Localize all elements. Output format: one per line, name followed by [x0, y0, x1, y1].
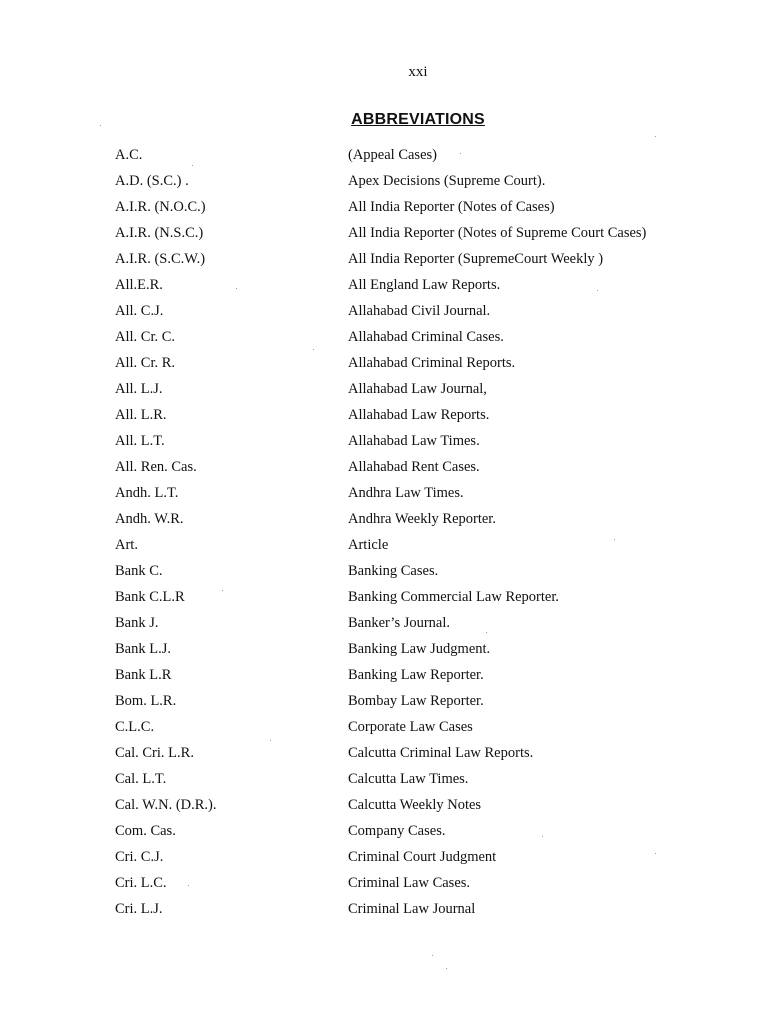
scan-speck: [432, 955, 433, 956]
abbreviation-meaning: All England Law Reports.: [348, 277, 501, 293]
abbreviation-meaning: Banking Law Reporter.: [348, 667, 484, 683]
abbreviation-meaning: Allahabad Civil Journal.: [348, 303, 491, 319]
abbreviation-row: [0, 246, 768, 272]
abbreviation-term: A.I.R. (N.S.C.): [115, 225, 204, 241]
scan-speck: [188, 885, 189, 886]
abbreviation-term: A.C.: [115, 147, 143, 163]
abbreviation-meaning: Allahabad Law Journal,: [348, 381, 487, 397]
abbreviation-meaning: (Appeal Cases): [348, 147, 437, 163]
abbreviation-row: [0, 376, 768, 402]
abbreviation-meaning: Company Cases.: [348, 823, 446, 839]
page-title: ABBREVIATIONS: [351, 111, 485, 128]
abbreviation-row: [0, 896, 768, 922]
abbreviation-term: Cri. L.C.: [115, 875, 167, 891]
abbreviation-row: [0, 844, 768, 870]
abbreviation-term: All.E.R.: [115, 277, 163, 293]
abbreviation-meaning: Allahabad Rent Cases.: [348, 459, 480, 475]
abbreviation-term: Bom. L.R.: [115, 693, 177, 709]
abbreviation-meaning: Criminal Law Cases.: [348, 875, 471, 891]
abbreviation-term: Cal. W.N. (D.R.).: [115, 797, 217, 813]
scan-speck: [614, 539, 615, 540]
scan-speck: [236, 288, 237, 289]
abbreviation-row: [0, 636, 768, 662]
abbreviation-term: Andh. L.T.: [115, 485, 179, 501]
abbreviation-term: Cal. Cri. L.R.: [115, 745, 194, 761]
abbreviation-row: [0, 324, 768, 350]
scan-speck: [446, 968, 447, 969]
abbreviation-row: [0, 870, 768, 896]
abbreviation-meaning: Allahabad Law Reports.: [348, 407, 490, 423]
scan-speck: [655, 136, 656, 137]
abbreviation-row: [0, 350, 768, 376]
abbreviation-row: [0, 506, 768, 532]
scan-speck: [270, 740, 271, 741]
abbreviation-term: Bank J.: [115, 615, 159, 631]
abbreviation-meaning: Banking Law Judgment.: [348, 641, 491, 657]
abbreviation-meaning: Corporate Law Cases: [348, 719, 473, 735]
abbreviation-term: All. C.J.: [115, 303, 164, 319]
abbreviation-term: Com. Cas.: [115, 823, 176, 839]
abbreviation-term: All. L.T.: [115, 433, 165, 449]
abbreviation-row: [0, 662, 768, 688]
abbreviation-term: Art.: [115, 537, 138, 553]
abbreviation-meaning: Calcutta Criminal Law Reports.: [348, 745, 534, 761]
abbreviation-row: [0, 714, 768, 740]
scan-speck: [313, 349, 314, 350]
abbreviation-meaning: Bombay Law Reporter.: [348, 693, 484, 709]
abbreviation-list: [0, 142, 768, 922]
abbreviation-meaning: Banking Cases.: [348, 563, 439, 579]
abbreviation-row: [0, 818, 768, 844]
abbreviation-row: [0, 142, 768, 168]
abbreviation-meaning: All India Reporter (SupremeCourt Weekly ): [348, 251, 604, 267]
abbreviation-meaning: Banking Commercial Law Reporter.: [348, 589, 560, 605]
scan-speck: [655, 853, 656, 854]
abbreviation-term: A.I.R. (S.C.W.): [115, 251, 206, 267]
abbreviation-term: All. L.R.: [115, 407, 167, 423]
abbreviation-meaning: Calcutta Weekly Notes: [348, 797, 482, 813]
abbreviation-row: [0, 610, 768, 636]
scan-speck: [542, 836, 543, 837]
abbreviation-term: Cri. L.J.: [115, 901, 163, 917]
abbreviation-row: [0, 168, 768, 194]
abbreviation-row: [0, 220, 768, 246]
abbreviation-meaning: Banker’s Journal.: [348, 615, 451, 631]
abbreviation-row: [0, 402, 768, 428]
page-number: xxi: [408, 64, 428, 80]
abbreviation-term: Bank C.L.R: [115, 589, 185, 605]
abbreviation-term: Bank C.: [115, 563, 163, 579]
abbreviation-meaning: All India Reporter (Notes of Supreme Court Cases): [348, 225, 647, 241]
abbreviation-term: Cri. C.J.: [115, 849, 164, 865]
abbreviation-row: [0, 740, 768, 766]
abbreviation-row: [0, 532, 768, 558]
abbreviation-row: [0, 298, 768, 324]
abbreviation-meaning: Criminal Law Journal: [348, 901, 476, 917]
abbreviation-meaning: All India Reporter (Notes of Cases): [348, 199, 555, 215]
abbreviation-row: [0, 194, 768, 220]
abbreviation-term: All. Ren. Cas.: [115, 459, 197, 475]
abbreviation-row: [0, 688, 768, 714]
abbreviation-meaning: Andhra Law Times.: [348, 485, 464, 501]
abbreviation-term: Bank L.R: [115, 667, 172, 683]
abbreviation-term: A.D. (S.C.) .: [115, 173, 189, 189]
abbreviation-term: All. Cr. C.: [115, 329, 176, 345]
abbreviation-row: [0, 272, 768, 298]
abbreviation-row: [0, 454, 768, 480]
abbreviation-meaning: Andhra Weekly Reporter.: [348, 511, 496, 527]
scan-speck: [486, 632, 487, 633]
scan-speck: [100, 125, 101, 126]
abbreviation-term: C.L.C.: [115, 719, 155, 735]
abbreviation-meaning: Criminal Court Judgment: [348, 849, 497, 865]
abbreviation-term: Cal. L.T.: [115, 771, 167, 787]
abbreviation-meaning: Allahabad Criminal Reports.: [348, 355, 516, 371]
abbreviation-term: Bank L.J.: [115, 641, 171, 657]
abbreviation-row: [0, 792, 768, 818]
scan-speck: [222, 590, 223, 591]
abbreviation-term: A.I.R. (N.O.C.): [115, 199, 206, 215]
scan-speck: [192, 165, 193, 166]
scan-speck: [460, 153, 461, 154]
abbreviation-term: All. L.J.: [115, 381, 163, 397]
abbreviation-meaning: Article: [348, 537, 389, 553]
abbreviation-meaning: Allahabad Criminal Cases.: [348, 329, 504, 345]
abbreviation-meaning: Allahabad Law Times.: [348, 433, 480, 449]
scan-speck: [597, 290, 598, 291]
abbreviation-row: [0, 428, 768, 454]
abbreviation-meaning: Apex Decisions (Supreme Court).: [348, 173, 546, 189]
abbreviation-row: [0, 558, 768, 584]
abbreviation-term: Andh. W.R.: [115, 511, 184, 527]
abbreviation-row: [0, 766, 768, 792]
abbreviation-meaning: Calcutta Law Times.: [348, 771, 469, 787]
abbreviation-term: All. Cr. R.: [115, 355, 176, 371]
abbreviation-row: [0, 584, 768, 610]
abbreviation-row: [0, 480, 768, 506]
